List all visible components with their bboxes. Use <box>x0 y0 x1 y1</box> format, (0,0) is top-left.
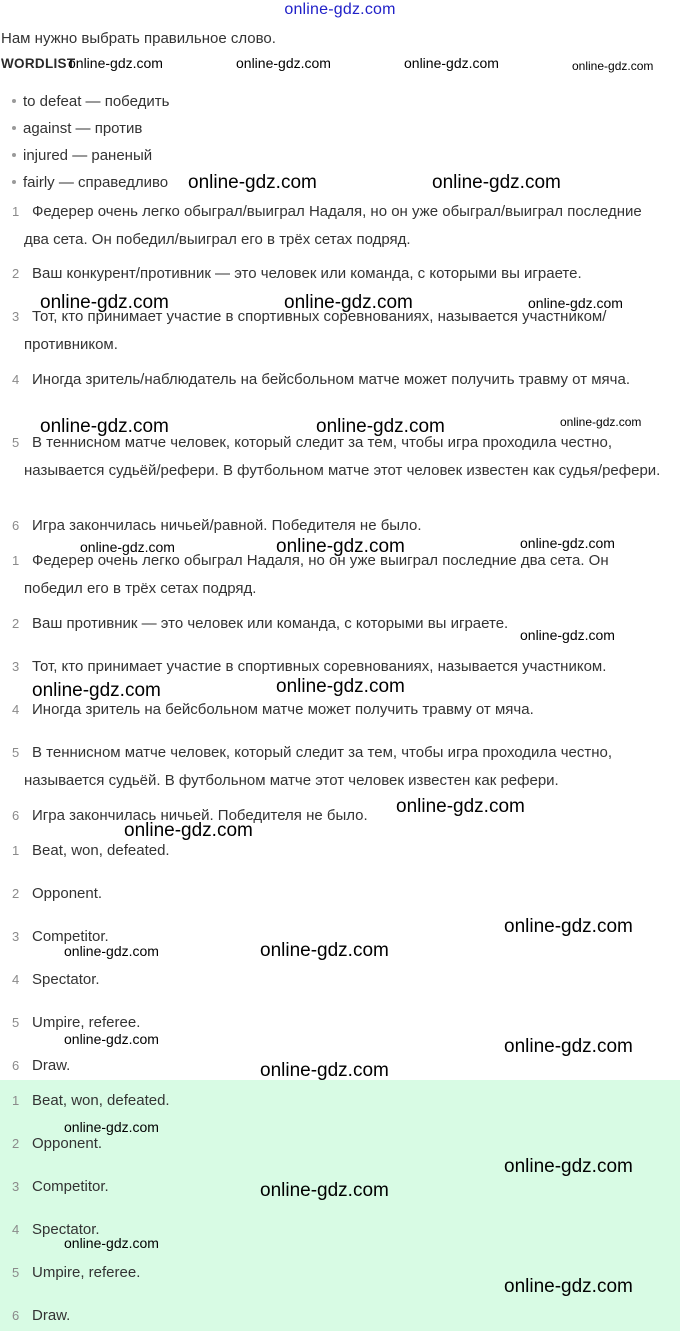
watermark: online-gdz.com <box>260 1180 389 1201</box>
bullet-icon <box>12 126 16 130</box>
watermark: online-gdz.com <box>276 676 405 697</box>
item-number: 5 <box>12 1015 20 1030</box>
item-text: Draw. <box>32 1307 71 1324</box>
watermark: online-gdz.com <box>64 943 159 959</box>
item-number: 1 <box>12 1093 20 1108</box>
item-number: 4 <box>12 372 20 387</box>
watermark: online-gdz.com <box>520 535 615 551</box>
item-number: 5 <box>12 1265 20 1280</box>
watermark: online-gdz.com <box>560 415 642 429</box>
wordlist-item: fairly — справедливо <box>12 174 168 191</box>
watermark: online-gdz.com <box>188 172 317 193</box>
item-number: 5 <box>12 745 20 760</box>
item-number: 1 <box>12 553 20 568</box>
item-number: 2 <box>12 886 20 901</box>
watermark: online-gdz.com <box>68 55 163 71</box>
item-text: В теннисном матче человек, который следит за тем, чтобы игра проходила честно, называется судьёй/рефери. В футбольном матче этот человек известен как судья/рефери. <box>24 434 661 479</box>
item-text: Beat, won, defeated. <box>32 1092 170 1109</box>
item-text: Игра закончилась ничьей/равной. Победителя не было. <box>32 517 422 534</box>
item-number: 4 <box>12 1222 20 1237</box>
item-number: 3 <box>12 659 20 674</box>
item-text: Федерер очень легко обыграл Надаля, но он уже выиграл последние два сета. Он победил его в трёх сетах подряд. <box>24 552 609 597</box>
intro-text: Нам нужно выбрать правильное слово. <box>1 30 276 47</box>
item-number: 3 <box>12 309 20 324</box>
watermark: online-gdz.com <box>64 1031 159 1047</box>
item-number: 2 <box>12 616 20 631</box>
item-number: 6 <box>12 1058 20 1073</box>
wordlist-title: WORDLIST <box>1 56 76 71</box>
item-text: Федерер очень легко обыграл/выиграл Надаля, но он уже обыграл/выиграл последние два сета. Он победил/выиграл его в трёх сетах подряд. <box>24 203 642 248</box>
item-number: 6 <box>12 518 20 533</box>
item-text: Тот, кто принимает участие в спортивных соревнованиях, называется участником/противником. <box>24 308 607 353</box>
watermark: online-gdz.com <box>40 292 169 313</box>
item-number: 2 <box>12 266 20 281</box>
watermark: online-gdz.com <box>32 680 161 701</box>
item-text: Ваш конкурент/противник — это человек или команда, с которыми вы играете. <box>32 265 582 282</box>
item-text: Spectator. <box>32 971 100 988</box>
watermark: online-gdz.com <box>504 1156 633 1177</box>
wordlist-item: against — против <box>12 120 142 137</box>
bullet-icon <box>12 153 16 157</box>
item-text: Иногда зритель/наблюдатель на бейсбольном матче может получить травму от мяча. <box>32 371 630 388</box>
item-text: Beat, won, defeated. <box>32 842 170 859</box>
watermark: online-gdz.com <box>520 627 615 643</box>
watermark: online-gdz.com <box>432 172 561 193</box>
watermark: online-gdz.com <box>572 59 654 73</box>
watermark: online-gdz.com <box>404 55 499 71</box>
watermark: online-gdz.com <box>80 539 175 555</box>
watermark: online-gdz.com <box>504 1276 633 1297</box>
item-text: Competitor. <box>32 1178 109 1195</box>
wordlist-item: to defeat — победить <box>12 93 169 110</box>
item-number: 2 <box>12 1136 20 1151</box>
watermark: online-gdz.com <box>284 292 413 313</box>
watermark: online-gdz.com <box>124 820 253 841</box>
watermark: online-gdz.com <box>528 295 623 311</box>
header-watermark: online-gdz.com <box>284 1 396 18</box>
item-number: 4 <box>12 972 20 987</box>
item-text: Competitor. <box>32 928 109 945</box>
item-text: Umpire, referee. <box>32 1014 141 1031</box>
item-number: 5 <box>12 435 20 450</box>
item-text: Ваш противник — это человек или команда, с которыми вы играете. <box>32 615 509 632</box>
item-number: 1 <box>12 204 20 219</box>
bullet-icon <box>12 99 16 103</box>
watermark: online-gdz.com <box>64 1119 159 1135</box>
item-number: 6 <box>12 808 20 823</box>
item-number: 1 <box>12 843 20 858</box>
watermark: online-gdz.com <box>260 940 389 961</box>
watermark: online-gdz.com <box>236 55 331 71</box>
item-text: Spectator. <box>32 1221 100 1238</box>
item-number: 4 <box>12 702 20 717</box>
watermark: online-gdz.com <box>504 916 633 937</box>
item-text: Opponent. <box>32 1135 103 1152</box>
watermark: online-gdz.com <box>504 1036 633 1057</box>
watermark: online-gdz.com <box>260 1060 389 1081</box>
item-text: Тот, кто принимает участие в спортивных соревнованиях, называется участником. <box>32 658 607 675</box>
item-number: 3 <box>12 1179 20 1194</box>
item-text: Opponent. <box>32 885 103 902</box>
item-number: 6 <box>12 1308 20 1323</box>
item-text: Иногда зритель на бейсбольном матче может получить травму от мяча. <box>32 701 534 718</box>
item-text: Draw. <box>32 1057 71 1074</box>
item-text: Игра закончилась ничьей. Победителя не было. <box>32 807 368 824</box>
item-text: В теннисном матче человек, который следит за тем, чтобы игра проходила честно, называется судьёй. В футбольном матче этот человек известен как рефери. <box>24 744 613 789</box>
watermark: online-gdz.com <box>396 796 525 817</box>
watermark: online-gdz.com <box>316 416 445 437</box>
watermark: online-gdz.com <box>40 416 169 437</box>
bullet-icon <box>12 180 16 184</box>
item-number: 3 <box>12 929 20 944</box>
wordlist-item: injured — раненый <box>12 147 152 164</box>
watermark: online-gdz.com <box>276 536 405 557</box>
item-text: Umpire, referee. <box>32 1264 141 1281</box>
watermark: online-gdz.com <box>64 1235 159 1251</box>
